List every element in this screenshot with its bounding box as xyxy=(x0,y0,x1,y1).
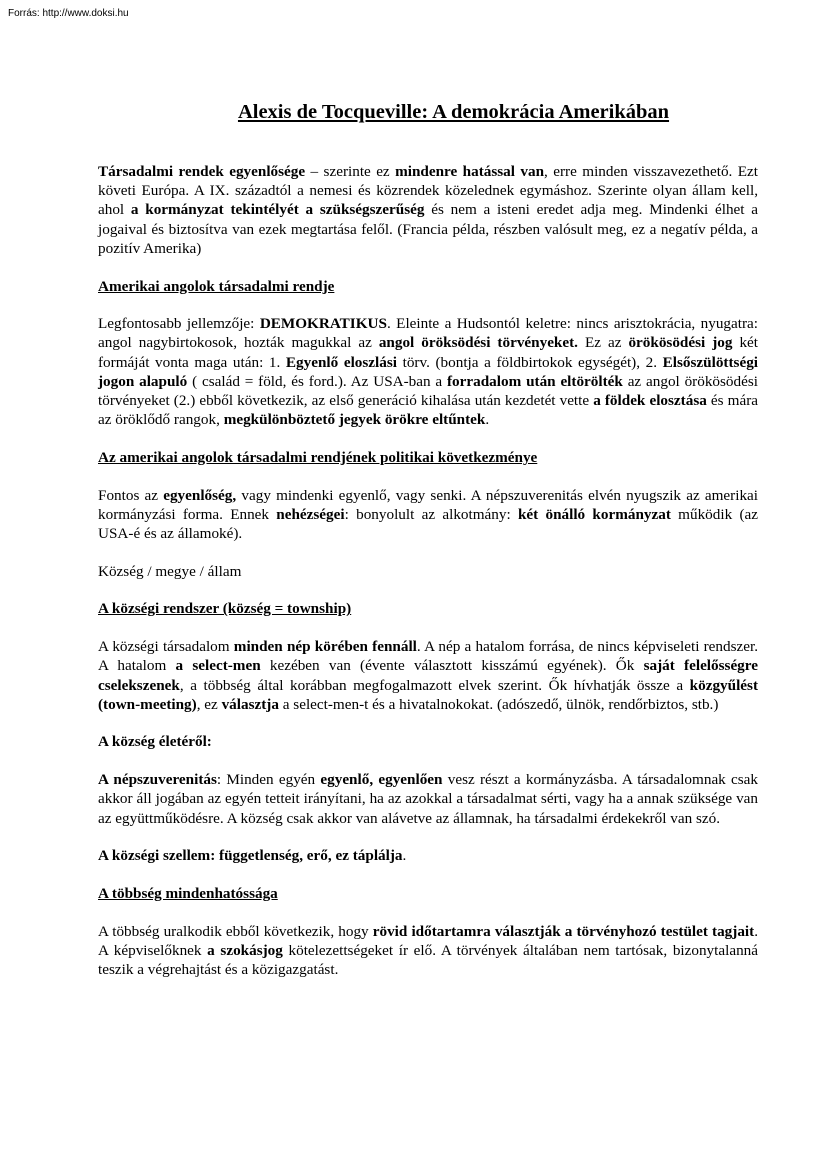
bold-text: a földek elosztása xyxy=(593,392,707,410)
bold-text: egyenlőség, xyxy=(163,486,237,504)
bold-text: választja xyxy=(221,695,279,713)
text: A községi társadalom xyxy=(98,638,234,656)
section-heading-life xyxy=(98,732,758,751)
text: Ez az xyxy=(577,334,629,352)
text: két formáját vonta maga után: 1. xyxy=(98,334,759,371)
bold-text: rövid időtartamra választják a törvényhozó testület tagjait xyxy=(372,922,755,940)
heading-text: Amerikai angolok társadalmi rendje xyxy=(98,277,335,295)
section-heading-political xyxy=(98,448,758,467)
text: : bonyolult az alkotmány: xyxy=(344,505,518,523)
text: vesz részt a kormányzásba. A társadalomnak csak akkor áll jogában az egyén tetteit irányítani, ha az azokkal a társadalmat sérti, vagy ha a annak szüksége van az együttműködésre. A község csak akkor van alávetve az államnak, ha társadalmi érdekekről van szó. xyxy=(98,771,759,827)
text: vagy mindenki egyenlő, vagy senki. A népszuverenitás elvén nyugszik az amerikai kormányzási forma. Ennek xyxy=(98,486,758,523)
spirit-line xyxy=(98,846,758,865)
text: Legfontosabb jellemzője: xyxy=(98,315,260,333)
text: kötelezettségeket ír elő. A törvények általában nem tartósak, bizonytalanná teszik a végrehajtást és a közigazgatást. xyxy=(98,941,759,979)
heading-text: A többség mindenhatóssága xyxy=(98,884,278,902)
text: . A képviselőknek xyxy=(98,922,758,959)
bold-text: két önálló kormányzat xyxy=(517,505,671,523)
bold-text: egyenlő, egyenlően xyxy=(320,771,443,789)
text: Fontos az xyxy=(98,486,164,504)
text: , erre minden visszavezethető. Ezt követi Európa. A IX. századtól a nemesi és közrendek közelednek egymáshoz. Szerinte olyan állam kell, ahol xyxy=(98,163,758,219)
bold-text: angol öröksödési törvényeket. xyxy=(378,334,578,352)
bold-text: a szokásjog xyxy=(207,941,283,959)
bold-text: örökösödési jog xyxy=(628,334,733,352)
township-paragraph xyxy=(98,637,758,714)
bold-text: megkülönböztető jegyek örökre eltűntek xyxy=(223,411,486,429)
text: , a többség által korábban megfogalmazott elvek szerint. Ők hívhatják össze a xyxy=(179,676,690,694)
source-label: Forrás: http://www.doksi.hu xyxy=(8,8,129,19)
political-paragraph xyxy=(98,486,758,544)
bold-text: DEMOKRATIKUS xyxy=(259,315,387,333)
bold-text: Társadalmi rendek egyenlősége xyxy=(98,163,306,180)
heading-text: Az amerikai angolok társadalmi rendjének politikai következménye xyxy=(98,448,538,466)
bold-text: saját felelősségre cselekszenek xyxy=(98,657,758,694)
document-body xyxy=(98,162,758,998)
intro-paragraph xyxy=(98,162,758,258)
life-paragraph xyxy=(98,770,758,828)
bold-text: minden nép körében fennáll xyxy=(233,638,417,656)
text: kezében van (évente választott kisszámú egyének). Ők xyxy=(260,657,644,675)
text: . xyxy=(402,847,407,865)
text: és mára az öröklődő rangok, xyxy=(98,392,758,429)
text: törv. (bontja a földbirtokok egységét), 2. xyxy=(397,353,663,371)
bold-text: Elsőszülöttségi jogon alapuló xyxy=(98,353,759,390)
text: – szerinte ez xyxy=(305,163,396,180)
levels-line: Község / megye / állam xyxy=(98,562,242,580)
social-order-paragraph xyxy=(98,314,758,429)
bold-text: A községi szellem: függetlenség, erő, ez táplálja xyxy=(98,847,403,865)
bold-text: a kormányzat tekintélyét a szükségszerűség xyxy=(130,201,425,219)
bold-text: Egyenlő eloszlási xyxy=(285,353,397,371)
text: a select-men-t és a hivatalnokokat. (adószedő, ülnök, rendőrbiztos, stb.) xyxy=(278,695,719,713)
page-title: Alexis de Tocqueville: A demokrácia Amerikában xyxy=(237,101,670,123)
heading-text: A községi rendszer (község = township) xyxy=(98,600,352,618)
text: ( család = föld, és ford.). Az USA-ban a xyxy=(187,372,447,390)
bold-text: A népszuverenitás xyxy=(98,771,217,789)
text: . xyxy=(485,411,490,429)
text: . Eleinte a Hudsontól keletre: nincs arisztokrácia, nyugatra: angol nagybirtokosok, hozták magukkal az xyxy=(98,315,758,352)
text: működik (az USA-é és az államoké). xyxy=(98,505,758,543)
heading-text: A község életéről: xyxy=(98,733,212,751)
bold-text: a select-men xyxy=(175,657,261,675)
text: , ez xyxy=(196,695,222,713)
section-heading-majority xyxy=(98,884,758,903)
text: . A nép a hatalom forrása, de nincs képviseleti rendszer. A hatalom xyxy=(98,638,759,675)
section-heading-township xyxy=(98,599,758,618)
bold-text: közgyűlést (town-meeting) xyxy=(98,676,758,713)
bold-text: nehézségei xyxy=(276,505,345,523)
bold-text: forradalom után eltörölték xyxy=(447,372,623,390)
text: A többség uralkodik ebből következik, hogy xyxy=(98,922,373,940)
text: az angol örökösödési törvényeket (2.) ebből következik, az első generáció kihalása után kezdetét vette xyxy=(98,372,758,410)
bold-text: mindenre hatással van xyxy=(395,163,545,180)
section-heading-social-order xyxy=(98,277,758,296)
text: : Minden egyén xyxy=(216,771,321,789)
text: és nem a isteni eredet adja meg. Mindenki élhet a jogaival és biztosítva van ezek megtartása felől. (Francia példa, részben valósult meg, ez a negatív példa, a pozitív Amerika) xyxy=(98,201,758,257)
majority-paragraph xyxy=(98,922,758,980)
